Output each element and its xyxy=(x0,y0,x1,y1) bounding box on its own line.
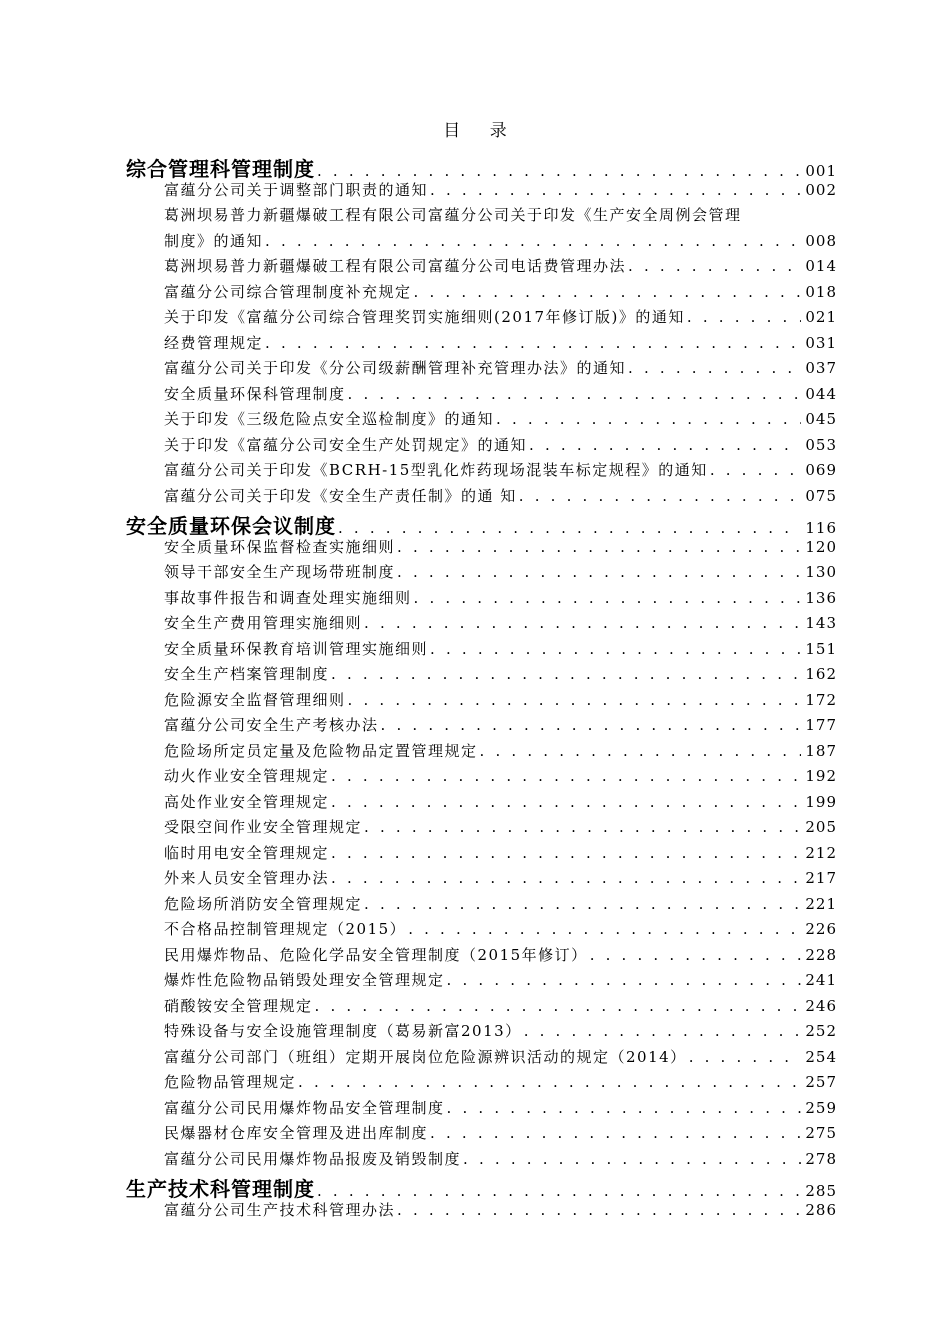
toc-entry-label: 爆炸性危险物品销毁处理安全管理规定 xyxy=(164,971,445,989)
dot-leader xyxy=(315,997,802,1015)
toc-section-entry[interactable] xyxy=(126,510,837,536)
toc-page-number: 053 xyxy=(805,435,837,454)
toc-page-number: 278 xyxy=(805,1149,837,1168)
toc-entry-label: 富蕴分公司部门（班组）定期开展岗位危险源辨识活动的规定（2014） xyxy=(164,1047,687,1066)
dot-leader xyxy=(265,334,801,352)
toc-page-number: 172 xyxy=(805,690,837,709)
dot-leader xyxy=(414,283,802,301)
toc-entry-label: 经费管理规定 xyxy=(164,333,264,352)
toc-page-number: 221 xyxy=(805,894,837,913)
dot-leader xyxy=(447,971,802,989)
toc-entry-label: 危险物品管理规定 xyxy=(164,1073,297,1091)
dot-leader xyxy=(689,1048,802,1066)
dot-leader xyxy=(480,742,802,760)
toc-entry-label: 富蕴分公司民用爆炸物品报废及销毁制度 xyxy=(164,1149,462,1168)
toc-entry[interactable] xyxy=(126,587,837,613)
toc-page-number: 151 xyxy=(805,639,837,658)
toc-entry[interactable] xyxy=(126,740,837,766)
toc-entry-label: 危险场所消防安全管理规定 xyxy=(164,894,363,913)
toc-entry-label: 葛洲坝易普力新疆爆破工程有限公司富蕴分公司关于印发《生产安全周例会管理 xyxy=(164,206,742,224)
toc-page-number: 116 xyxy=(805,519,837,537)
toc-page-number: 259 xyxy=(805,1098,837,1117)
toc-entry[interactable] xyxy=(126,383,837,409)
toc-page-number: 177 xyxy=(805,716,837,734)
dot-leader xyxy=(430,181,801,199)
toc-entry-label: 危险场所定员定量及危险物品定置管理规定 xyxy=(164,741,478,760)
dot-leader xyxy=(529,436,801,454)
toc-entry-label: 安全生产费用管理实施细则 xyxy=(164,614,363,632)
toc-entry-label: 特殊设备与安全设施管理制度（葛易新富2013） xyxy=(164,1022,522,1040)
dot-leader xyxy=(687,308,801,326)
toc-page-number: 187 xyxy=(805,741,837,760)
toc-entry[interactable] xyxy=(126,893,837,919)
dot-leader xyxy=(397,538,801,556)
toc-entry-label: 临时用电安全管理规定 xyxy=(164,843,330,862)
toc-entry[interactable] xyxy=(126,765,837,791)
dot-leader xyxy=(317,162,801,180)
toc-entry-label: 富蕴分公司安全生产考核办法 xyxy=(164,716,379,734)
toc-section-entry[interactable] xyxy=(126,153,837,179)
dot-leader xyxy=(331,844,801,862)
toc-entry-label: 富蕴分公司关于印发《安全生产责任制》的通 知 xyxy=(164,486,517,505)
toc-entry[interactable] xyxy=(126,459,837,485)
toc-entry[interactable] xyxy=(126,204,837,230)
toc-entry-label: 外来人员安全管理办法 xyxy=(164,869,330,887)
toc-entry-label: 关于印发《富蕴分公司安全生产处罚规定》的通知 xyxy=(164,435,528,454)
toc-entry-label: 危险源安全监督管理细则 xyxy=(164,690,346,709)
toc-entry-label: 关于印发《富蕴分公司综合管理奖罚实施细则(2017年修订版)》的通知 xyxy=(164,308,685,326)
toc-page-number: 205 xyxy=(805,818,837,836)
toc-entry-label: 富蕴分公司民用爆炸物品安全管理制度 xyxy=(164,1098,445,1117)
toc-entry[interactable] xyxy=(126,638,837,664)
dot-leader xyxy=(381,716,802,734)
page-title: 目 录 xyxy=(443,121,519,141)
dot-leader xyxy=(463,1150,801,1168)
toc-page-number: 192 xyxy=(805,767,837,785)
toc-page-number: 217 xyxy=(805,869,837,887)
toc-entry-label: 葛洲坝易普力新疆爆破工程有限公司富蕴分公司电话费管理办法 xyxy=(164,257,627,275)
toc-entry-label: 制度》的通知 xyxy=(164,231,264,250)
toc-section-entry[interactable] xyxy=(126,1173,837,1199)
toc-entry[interactable] xyxy=(126,663,837,689)
dot-leader xyxy=(414,589,802,607)
toc-entry-label: 富蕴分公司生产技术科管理办法 xyxy=(164,1200,396,1219)
dot-leader xyxy=(348,691,802,709)
toc-page-number: 002 xyxy=(805,180,837,199)
toc-entry-label: 富蕴分公司综合管理制度补充规定 xyxy=(164,282,412,301)
toc-entry[interactable] xyxy=(126,408,837,434)
toc-entry[interactable] xyxy=(126,918,837,944)
toc-entry[interactable] xyxy=(126,485,837,511)
toc-entry-label: 民用爆炸物品、危险化学品安全管理制度（2015年修订） xyxy=(164,945,588,964)
toc-page-number: 252 xyxy=(805,1022,837,1040)
dot-leader xyxy=(430,1124,801,1142)
toc-page-number: 008 xyxy=(805,231,837,250)
toc-page-number: 162 xyxy=(805,665,837,683)
toc-page-number: 257 xyxy=(805,1073,837,1091)
toc-page-number: 075 xyxy=(805,486,837,505)
toc-entry[interactable] xyxy=(126,944,837,970)
toc-page-number: 031 xyxy=(805,333,837,352)
dot-leader xyxy=(447,1099,802,1117)
dot-leader xyxy=(331,869,801,887)
toc-entry[interactable] xyxy=(126,281,837,307)
toc-entry[interactable] xyxy=(126,536,837,562)
toc-entry[interactable] xyxy=(126,255,837,281)
dot-leader xyxy=(317,1182,801,1200)
dot-leader xyxy=(496,410,801,428)
toc-page-number: 120 xyxy=(805,537,837,556)
toc-entry-label: 安全质量环保科管理制度 xyxy=(164,384,346,403)
dot-leader xyxy=(519,487,802,505)
toc-page-number: 275 xyxy=(805,1124,837,1142)
dot-leader xyxy=(364,614,801,632)
dot-leader xyxy=(348,385,802,403)
toc-page-number: 136 xyxy=(805,588,837,607)
dot-leader xyxy=(331,767,801,785)
toc-page-number: 246 xyxy=(805,996,837,1015)
toc-entry[interactable] xyxy=(126,1097,837,1123)
toc-page-number: 018 xyxy=(805,282,837,301)
toc-entry[interactable] xyxy=(126,230,837,256)
toc-page-number: 254 xyxy=(805,1047,837,1066)
toc-entry[interactable] xyxy=(126,689,837,715)
dot-leader xyxy=(338,519,801,537)
toc-entry[interactable] xyxy=(126,714,837,740)
dot-leader xyxy=(524,1022,802,1040)
toc-entry-label: 安全生产档案管理制度 xyxy=(164,665,330,683)
toc-entry[interactable] xyxy=(126,1199,837,1225)
toc-entry[interactable] xyxy=(126,434,837,460)
toc-page-number: 037 xyxy=(805,359,837,377)
toc-entry[interactable] xyxy=(126,612,837,638)
toc-page-number: 212 xyxy=(805,843,837,862)
toc-section-label: 安全质量环保会议制度 xyxy=(126,514,336,538)
dot-leader xyxy=(331,665,801,683)
dot-leader xyxy=(298,1073,801,1091)
dot-leader xyxy=(408,920,801,938)
toc-page-number: 226 xyxy=(805,920,837,938)
dot-leader xyxy=(628,257,801,275)
toc-entry-label: 关于印发《三级危险点安全巡检制度》的通知 xyxy=(164,410,495,428)
dot-leader xyxy=(710,461,802,479)
toc-entry-label: 富蕴分公司关于印发《BCRH-15型乳化炸药现场混装车标定规程》的通知 xyxy=(164,461,708,479)
toc-entry[interactable] xyxy=(126,1020,837,1046)
toc-page-number: 143 xyxy=(805,614,837,632)
toc-entry-label: 民爆器材仓库安全管理及进出库制度 xyxy=(164,1124,429,1142)
toc-entry-label: 领导干部安全生产现场带班制度 xyxy=(164,563,396,581)
toc-page-number: 014 xyxy=(805,257,837,275)
dot-leader xyxy=(364,818,801,836)
toc-entry[interactable] xyxy=(126,842,837,868)
toc-entry-label: 安全质量环保监督检查实施细则 xyxy=(164,537,396,556)
toc-entry[interactable] xyxy=(126,995,837,1021)
toc-entry[interactable] xyxy=(126,867,837,893)
toc-entry[interactable] xyxy=(126,816,837,842)
dot-leader xyxy=(397,1201,801,1219)
toc-entry-label: 受限空间作业安全管理规定 xyxy=(164,818,363,836)
toc-entry[interactable] xyxy=(126,561,837,587)
toc-entry[interactable] xyxy=(126,179,837,205)
toc-entry-label: 事故事件报告和调查处理实施细则 xyxy=(164,588,412,607)
toc-entry[interactable] xyxy=(126,1122,837,1148)
toc-entry-label: 安全质量环保教育培训管理实施细则 xyxy=(164,639,429,658)
dot-leader xyxy=(331,793,801,811)
toc-page-number: 130 xyxy=(805,563,837,581)
toc-entry-label: 不合格品控制管理规定（2015） xyxy=(164,920,407,938)
toc-page-number: 286 xyxy=(805,1200,837,1219)
toc-entry[interactable] xyxy=(126,1046,837,1072)
toc-entry[interactable] xyxy=(126,306,837,332)
dot-leader xyxy=(364,895,801,913)
dot-leader xyxy=(430,640,801,658)
dot-leader xyxy=(397,563,801,581)
toc-page-number: 228 xyxy=(805,945,837,964)
table-of-contents xyxy=(126,153,837,1224)
toc-page-number: 021 xyxy=(805,308,837,326)
toc-section-label: 综合管理科管理制度 xyxy=(126,157,315,181)
toc-page-number: 001 xyxy=(805,162,837,180)
toc-entry-label: 富蕴分公司关于调整部门职责的通知 xyxy=(164,180,429,199)
toc-entry[interactable] xyxy=(126,332,837,358)
dot-leader xyxy=(590,946,802,964)
toc-entry-label: 高处作业安全管理规定 xyxy=(164,792,330,811)
toc-entry[interactable] xyxy=(126,1071,837,1097)
toc-entry[interactable] xyxy=(126,1148,837,1174)
toc-page-number: 044 xyxy=(805,384,837,403)
toc-entry-label: 动火作业安全管理规定 xyxy=(164,767,330,785)
toc-section-label: 生产技术科管理制度 xyxy=(126,1177,315,1201)
toc-page-number: 241 xyxy=(805,971,837,989)
toc-page-number: 199 xyxy=(805,792,837,811)
toc-entry[interactable] xyxy=(126,357,837,383)
toc-entry[interactable] xyxy=(126,969,837,995)
dot-leader xyxy=(628,359,801,377)
toc-entry-label: 富蕴分公司关于印发《分公司级薪酬管理补充管理办法》的通知 xyxy=(164,359,627,377)
toc-page-number: 069 xyxy=(805,461,837,479)
dot-leader xyxy=(265,232,801,250)
toc-page-number: 285 xyxy=(805,1182,837,1200)
toc-page-number: 045 xyxy=(805,410,837,428)
toc-entry-label: 硝酸铵安全管理规定 xyxy=(164,996,313,1015)
toc-entry[interactable] xyxy=(126,791,837,817)
